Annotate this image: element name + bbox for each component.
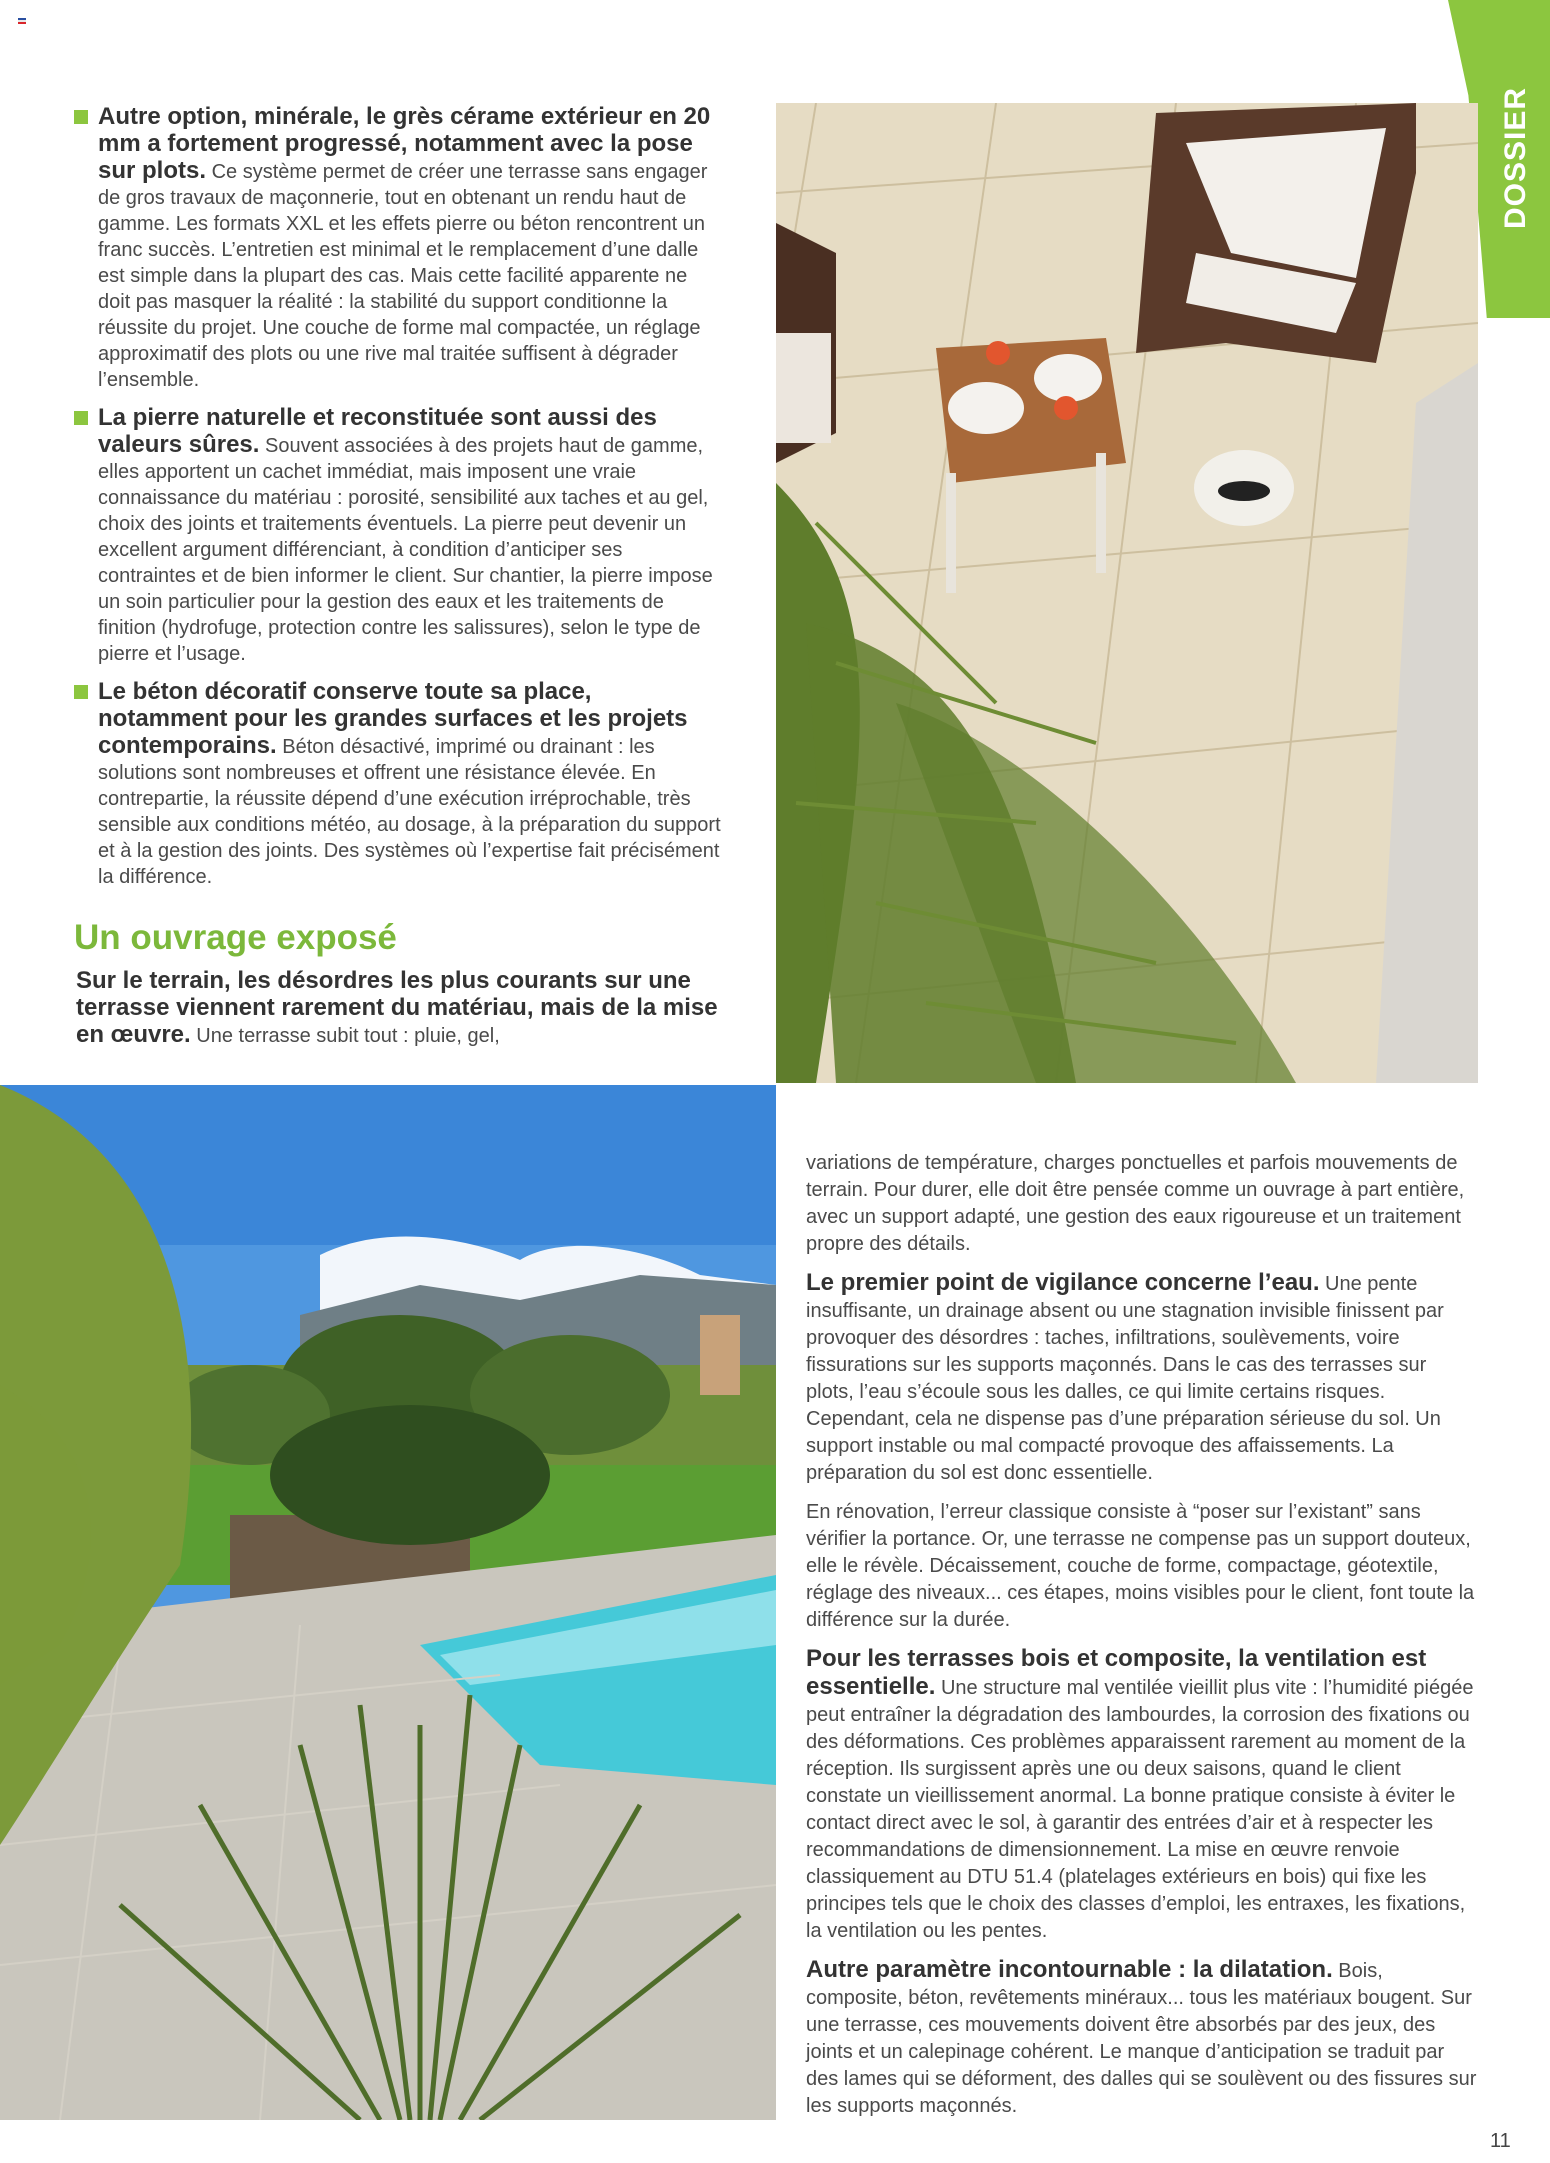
section-intro-lead: Sur le terrain, les désordres les plus courants sur une terrasse viennent rarement du matériau, mais de la mise en œuvre. [76,967,718,1048]
section-intro [76,968,726,1049]
paragraph: variations de température, charges ponctuelles et parfois mouvements de terrain. Pour durer, elle doit être pensée comme un ouvrage à part entière, avec un support adapté, une gestion des eaux rigoureuse et un traitement propre des détails. [806,1152,1465,1255]
paragraph-text: Bois, composite, béton, revêtements minéraux... tous les matériaux bougent. Sur une terrasse, ces mouvements doivent être absorbés par des jeux, des joints et un calepinage cohérent. Le manque d’anticipation se traduit par des lames qui se déforment, des dalles qui se soulèvent ou des fissures sur les supports maçonnés. [806,1960,1477,2117]
flag-mark [18,18,26,24]
paragraph [806,1646,1478,1945]
bullet-pierre [72,405,722,667]
bullet-beton [72,679,722,890]
section-title: Un ouvrage exposé [74,918,397,957]
paragraph-lead: Le premier point de vigilance concerne l’eau. [806,1269,1320,1296]
paragraph: En rénovation, l’erreur classique consiste à “poser sur l’existant” sans vérifier la portance. Or, une terrasse ne compense pas un support douteux, elle le révèle. Décaissement, couche de forme, compactage, géotextile, réglage des niveaux... ces étapes, moins visibles pour le client, font toute la différence sur la durée. [806,1501,1475,1631]
bullet-text: Ce système permet de créer une terrasse sans engager de gros travaux de maçonnerie, tout en obtenant un rendu haut de gamme. Les formats XXL et les effets pierre ou béton rencontrent un franc succès. L’entretien est minimal et le remplacement d’une dalle est simple dans la plupart des cas. Mais cette facilité apparente ne doit pas masquer la réalité : la stabilité du support conditionne la réussite du projet. Une couche de forme mal compactée, un réglage approximatif des plots ou une rive mal traitée suffisent à dégrader l’ensemble. [98,161,708,391]
bullet-lead: La pierre naturelle et reconstituée sont aussi des valeurs sûres. [98,404,657,458]
bullet-square-icon [74,411,88,425]
paragraph-text: Une structure mal ventilée vieillit plus vite : l’humidité piégée peut entraîner la dégradation des lambourdes, la corrosion des fixations ou des déformations. Ces problèmes apparaissent rarement au moment de la réception. Ils surgissent après une ou deux saisons, quand le client constate un vieillissement anormal. La bonne pratique consiste à éviter le contact direct avec le sol, à garantir des entrées d’air et à respecter les recommandations de dimensionnement. La mise en œuvre renvoie classiquement au DTU 51.4 (platelages extérieurs en bois) qui fixe les principes tels que le choix des classes d’emploi, les entraxes, les fixations, la ventilation ou les pentes. [806,1677,1474,1942]
pool-garden-photo [0,1085,776,2120]
bullet-square-icon [74,110,88,124]
left-column [72,104,722,902]
bullet-text: Souvent associées à des projets haut de gamme, elles apportent un cachet immédiat, mais imposent une vraie connaissance du matériau : porosité, sensibilité aux taches et au gel, choix des joints et traitements éventuels. La pierre peut devenir un excellent argument différenciant, à condition d’anticiper ses contraintes et de bien informer le client. Sur chantier, la pierre impose un soin particulier pour la gestion des eaux et les traitements de finition (hydrofuge, protection contre les salissures), selon le type de pierre et l’usage. [98,435,713,665]
paragraph-text: Une pente insuffisante, un drainage absent ou une stagnation invisible finissent par provoquer des désordres : taches, infiltrations, soulèvements, voire fissurations sur les supports maçonnés. Dans le cas des terrasses sur plots, l’eau s’écoule sous les dalles, ce qui limite certains risques. Cependant, cela ne dispense pas d’une préparation sérieuse du sol. Un support instable ou mal compacté provoque des affaissements. La préparation du sol est donc essentielle. [806,1273,1444,1484]
bullet-lead: Autre option, minérale, le grès cérame extérieur en 20 mm a fortement progressé, notamment avec la pose sur plots. [98,103,711,184]
paragraph-lead: Autre paramètre incontournable : la dilatation. [806,1956,1333,1983]
bullet-gres [72,104,722,393]
bullet-lead: Le béton décoratif conserve toute sa place, notamment pour les grandes surfaces et les projets contemporains. [98,678,688,759]
patio-photo [776,103,1478,1083]
paragraph-lead: Pour les terrasses bois et composite, la ventilation est essentielle. [806,1645,1427,1700]
paragraph [806,1270,1478,1487]
paragraph [806,1957,1478,2120]
bullet-square-icon [74,685,88,699]
bullet-text: Béton désactivé, imprimé ou drainant : les solutions sont nombreuses et offrent une résistance élevée. En contrepartie, la réussite dépend d’une exécution irréprochable, très sensible aux conditions météo, au dosage, à la préparation du support et à la gestion des joints. Des systèmes où l’expertise fait précisément la différence. [98,736,721,888]
right-column [806,1150,1478,2132]
section-intro-text: Une terrasse subit tout : pluie, gel, [190,1025,500,1047]
dossier-label: DOSSIER [1499,86,1532,230]
page-number: 11 [1490,2130,1511,2152]
dossier-tab-label [1486,88,1546,228]
